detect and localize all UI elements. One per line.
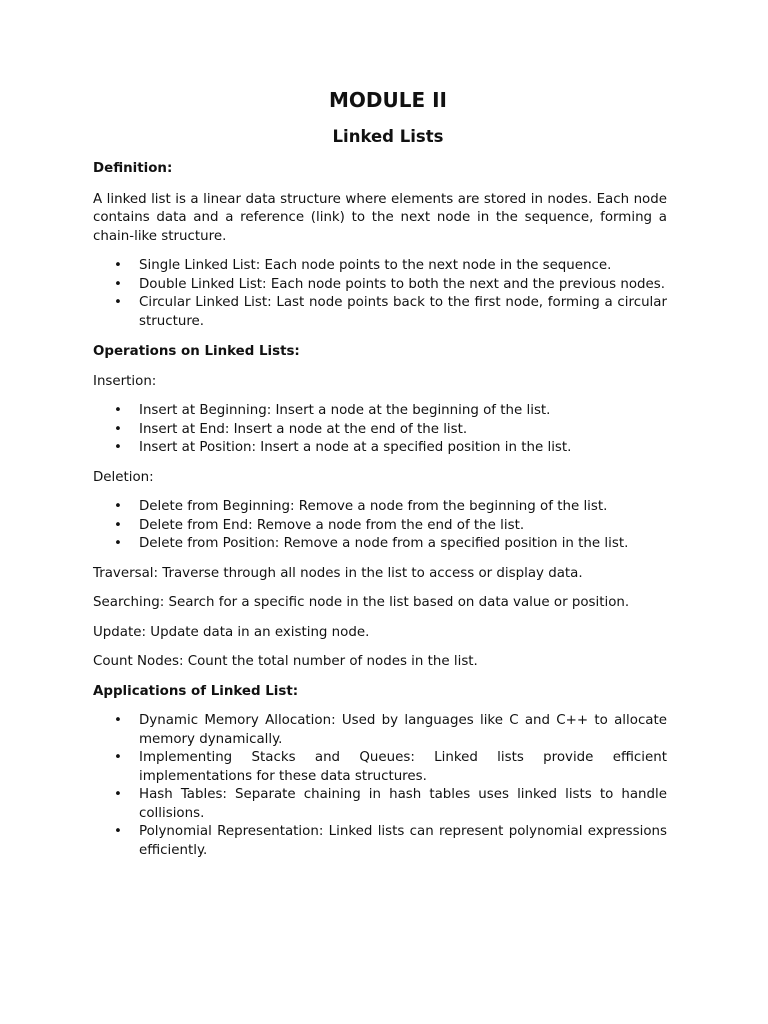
deletion-label: Deletion: bbox=[93, 469, 154, 485]
insertion-list bbox=[93, 402, 667, 458]
operations-heading: Operations on Linked Lists: bbox=[93, 344, 300, 359]
definition-heading: Definition: bbox=[93, 161, 173, 176]
count-nodes-text: Count Nodes: Count the total number of nodes in the list. bbox=[93, 654, 478, 669]
document-page bbox=[93, 86, 667, 860]
linked-list-types bbox=[93, 257, 667, 331]
definition-text: A linked list is a linear data structure where elements are stored in nodes. Each node contains data and a reference (link) to the next node in the sequence, forming a chain-like structure. bbox=[93, 191, 667, 244]
list-item: • Single Linked List: Each node points to the next node in the sequence. bbox=[93, 257, 667, 276]
list-item: • Insert at End: Insert a node at the end of the list. bbox=[93, 421, 667, 440]
list-item: • Delete from End: Remove a node from the end of the list. bbox=[93, 517, 667, 536]
module-title: MODULE II bbox=[329, 88, 447, 112]
list-item: • Dynamic Memory Allocation: Used by languages like C and C++ to allocate memory dynamically. bbox=[93, 712, 667, 749]
list-item: • Hash Tables: Separate chaining in hash tables uses linked lists to handle collisions. bbox=[93, 786, 667, 823]
update-text: Update: Update data in an existing node. bbox=[93, 624, 370, 640]
list-item: • Polynomial Representation: Linked lists can represent polynomial expressions efficiently. bbox=[93, 823, 667, 860]
list-item: • Insert at Position: Insert a node at a specified position in the list. bbox=[93, 439, 667, 458]
list-item: • Delete from Position: Remove a node from a specified position in the list. bbox=[93, 535, 667, 554]
applications-heading: Applications of Linked List: bbox=[93, 683, 299, 699]
chapter-title: Linked Lists bbox=[332, 127, 444, 146]
list-item: • Circular Linked List: Last node points back to the first node, forming a circular structure. bbox=[93, 294, 667, 331]
list-item: • Double Linked List: Each node points to both the next and the previous nodes. bbox=[93, 276, 667, 295]
applications-section bbox=[93, 683, 667, 861]
definition-section bbox=[93, 160, 667, 331]
applications-list bbox=[93, 712, 667, 860]
list-item: • Delete from Beginning: Remove a node from the beginning of the list. bbox=[93, 498, 667, 517]
insertion-label: Insertion: bbox=[93, 373, 157, 389]
operations-section bbox=[93, 343, 667, 672]
traversal-text: Traversal: Traverse through all nodes in the list to access or display data. bbox=[93, 565, 583, 581]
list-item: • Insert at Beginning: Insert a node at the beginning of the list. bbox=[93, 402, 667, 421]
list-item: • Implementing Stacks and Queues: Linked lists provide efficient implementations for these data structures. bbox=[93, 749, 667, 786]
deletion-list bbox=[93, 498, 667, 554]
searching-text: Searching: Search for a specific node in the list based on data value or position. bbox=[93, 595, 630, 610]
